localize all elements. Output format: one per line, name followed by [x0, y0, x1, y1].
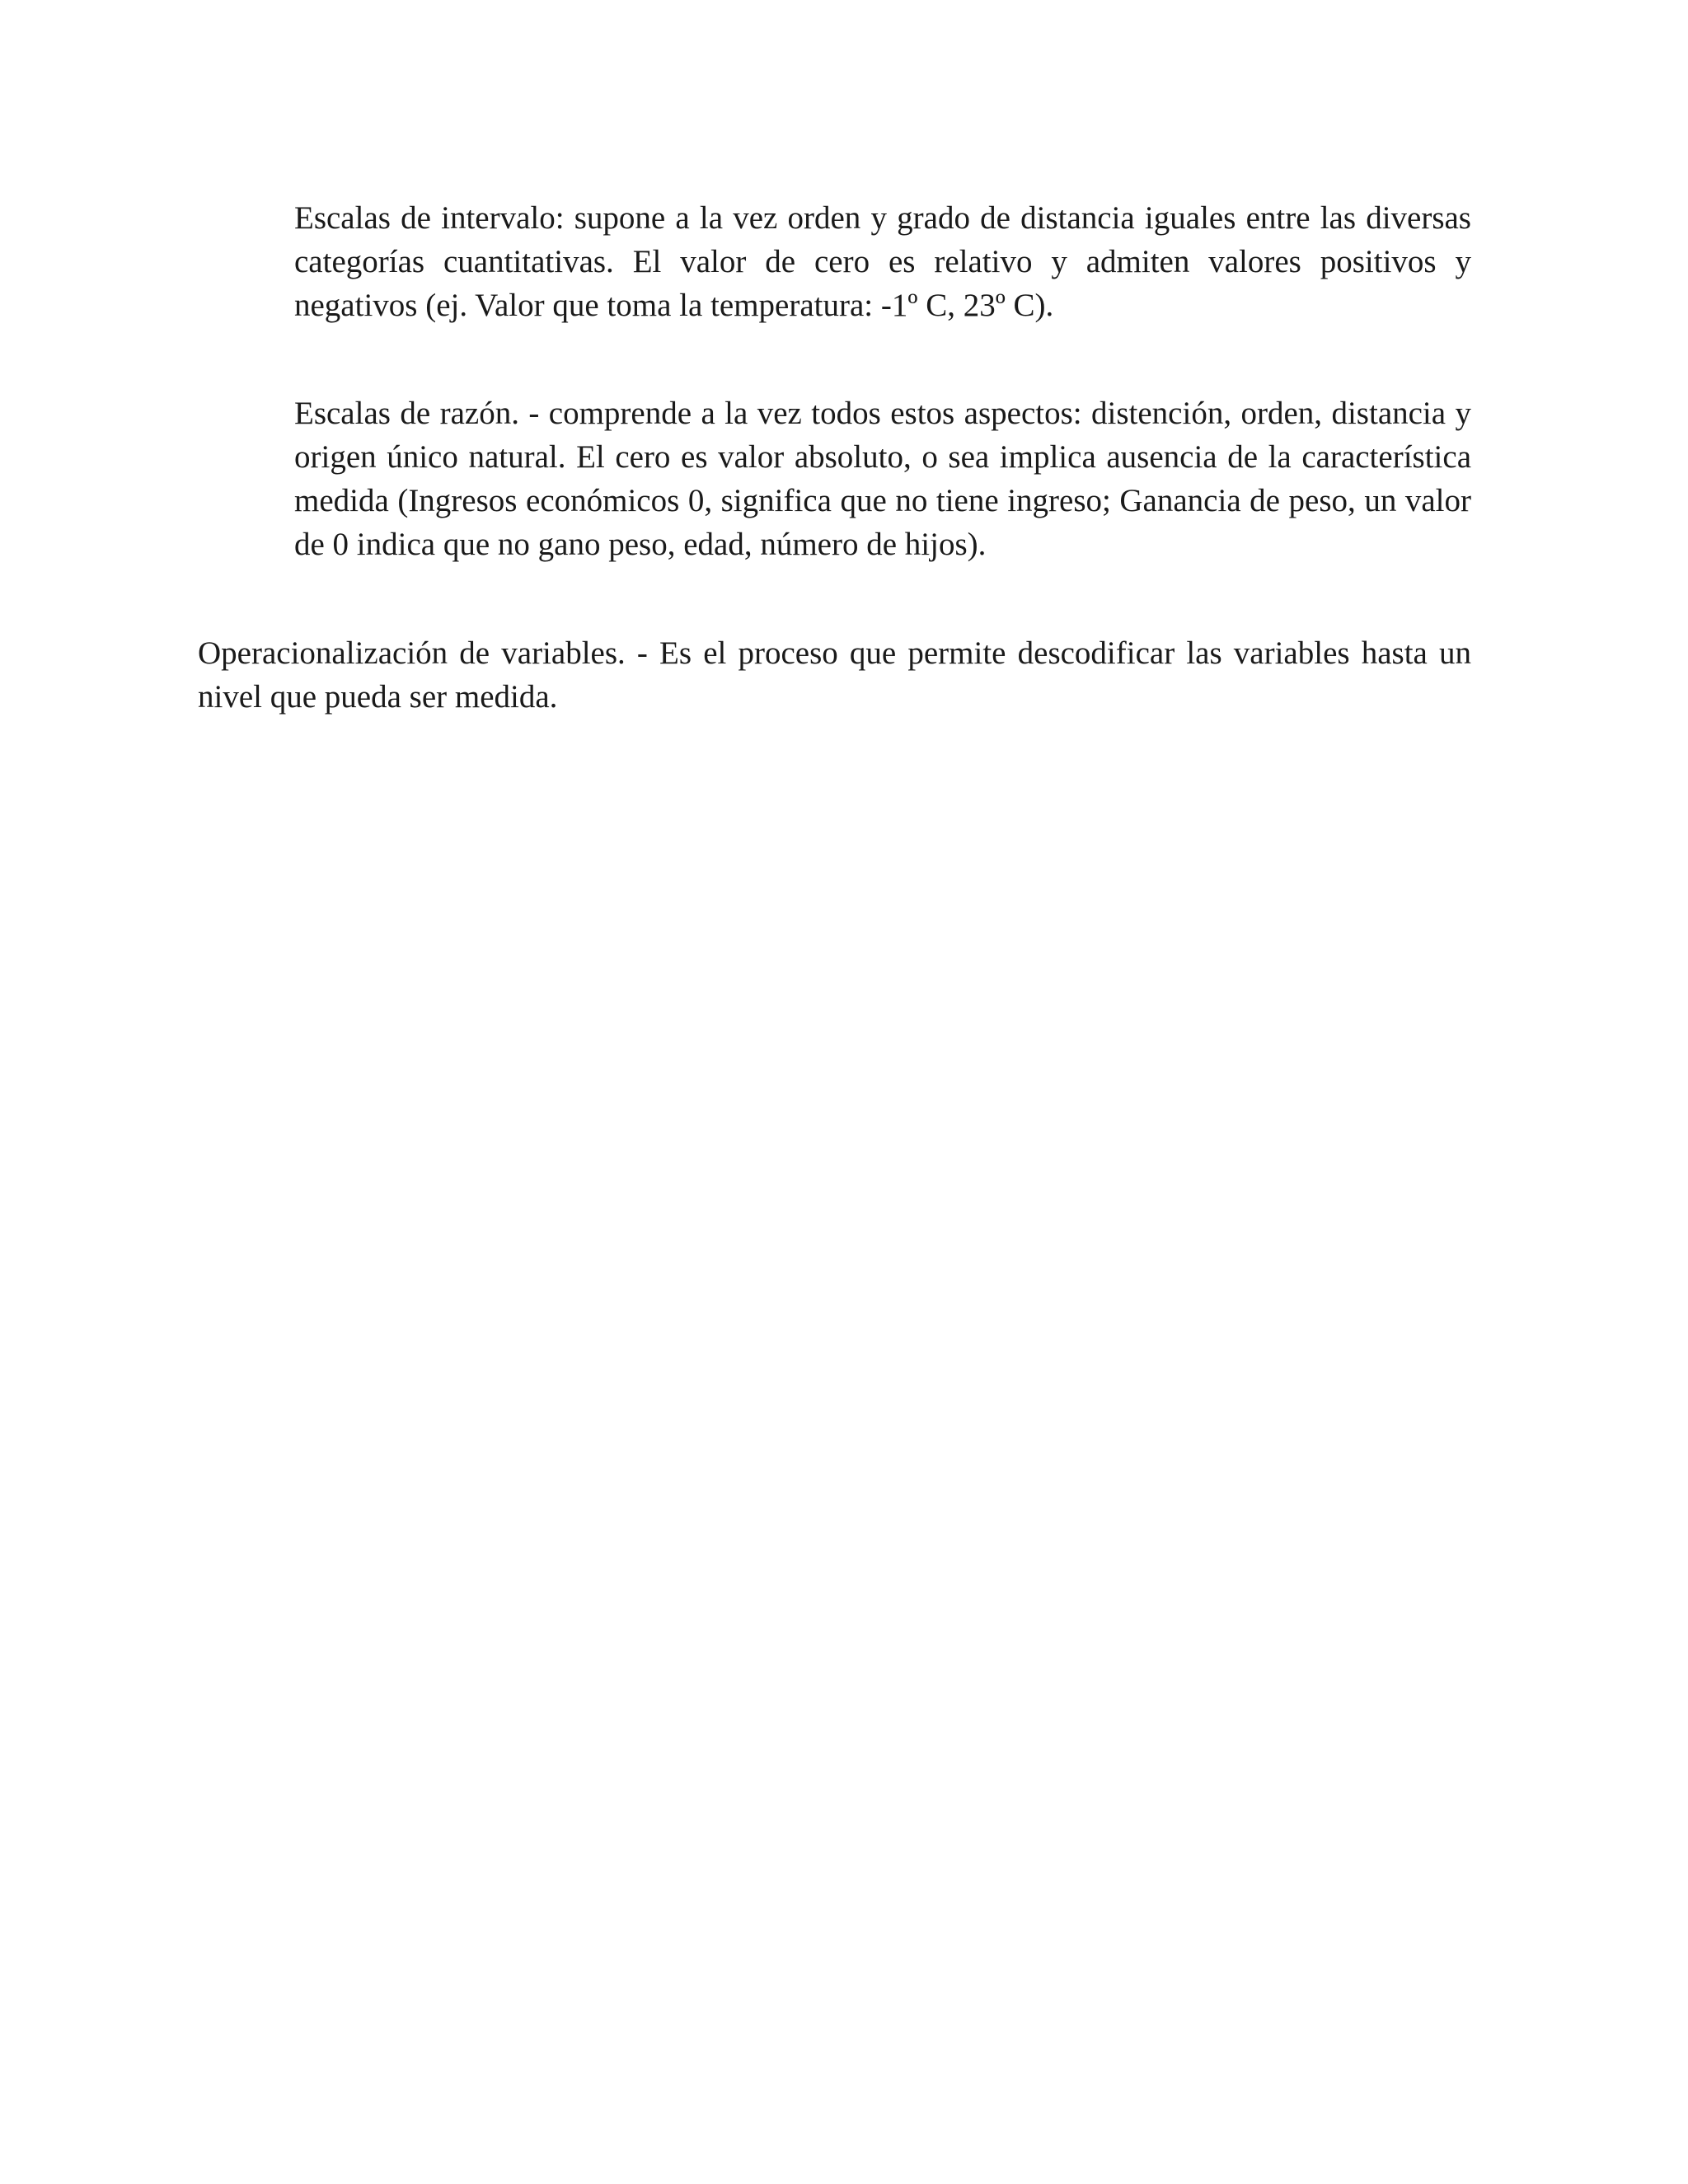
paragraph-operacionalizacion: Operacionalización de variables. - Es el proceso que permite descodificar las variables hasta un nivel que pueda ser medida. [198, 635, 1471, 715]
paragraph-escalas-razon: Escalas de razón. - comprende a la vez todos estos aspectos: distención, orden, distancia y origen único natural. El cero es valor absoluto, o sea implica ausencia de la característica medida (Ingresos económicos 0, significa que no tiene ingreso; Ganancia de peso, un valor de 0 indica que no gano peso, edad, número de hijos). [294, 396, 1471, 562]
paragraph-escalas-intervalo: Escalas de intervalo: supone a la vez orden y grado de distancia iguales entre las diversas categorías cuantitativas. El valor de cero es relativo y admiten valores positivos y negativos (ej. Valor que toma la temperatura: -1º C, 23º C). [294, 200, 1471, 323]
